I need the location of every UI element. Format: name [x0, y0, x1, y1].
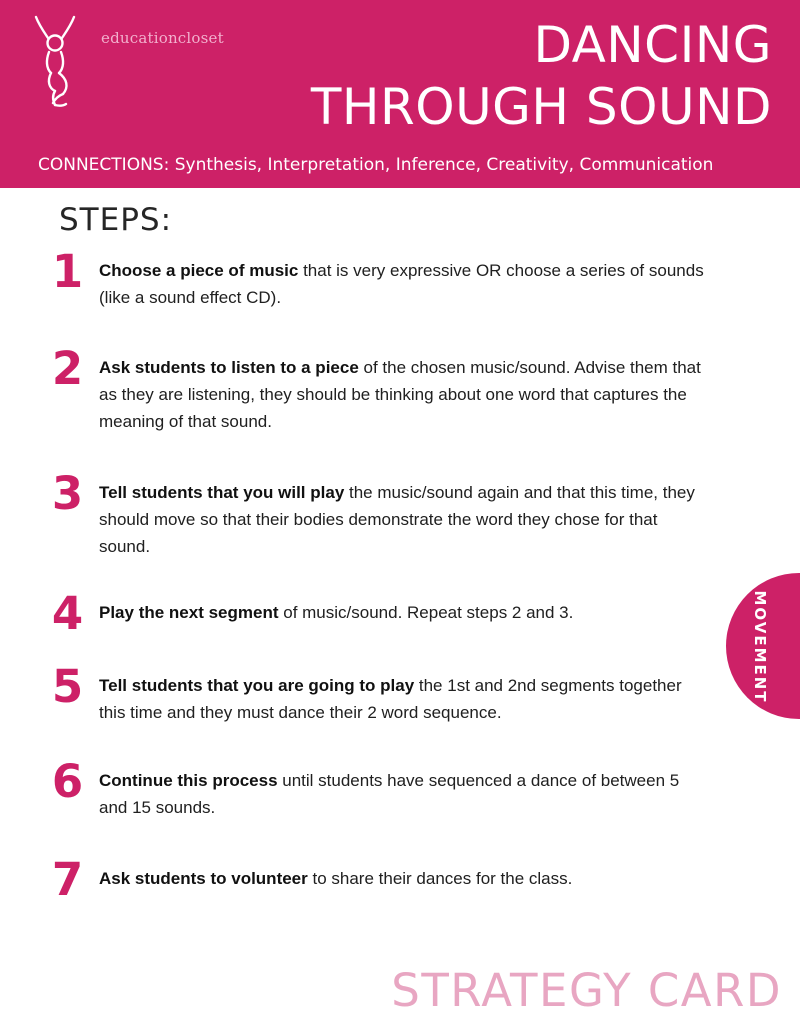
step-lead: Tell students that you will play	[99, 483, 345, 502]
step-lead: Choose a piece of music	[99, 261, 299, 280]
step-lead: Ask students to listen to a piece	[99, 358, 359, 377]
step-number: 7	[51, 853, 84, 906]
step-text	[99, 672, 709, 726]
strategy-card-label: STRATEGY CARD	[391, 964, 782, 1017]
step-rest: of music/sound. Repeat steps 2 and 3.	[278, 603, 574, 622]
step-text	[99, 599, 709, 626]
header-banner	[0, 0, 800, 188]
step-number: 3	[51, 467, 84, 520]
step-text	[99, 257, 709, 311]
step-rest: the 1st and 2nd segments together this time and they must dance their 2 word sequence.	[99, 676, 682, 722]
step-lead: Ask students to volunteer	[99, 869, 308, 888]
step-text	[99, 767, 709, 821]
step-rest: the music/sound again and that this time, they should move so that their bodies demonstrate the word they chose for that sound.	[99, 483, 695, 556]
step-number: 5	[51, 660, 84, 713]
page-title-line-1: DANCING	[533, 16, 772, 74]
step-rest: of the chosen music/sound. Advise them that as they are listening, they should be thinking about one word that captures the meaning of that sound.	[99, 358, 701, 431]
page-title-line-2: THROUGH SOUND	[310, 78, 772, 136]
step-lead: Tell students that you are going to play	[99, 676, 415, 695]
steps-heading: STEPS:	[59, 202, 173, 238]
dancer-icon	[26, 12, 84, 108]
step-lead: Play the next segment	[99, 603, 279, 622]
step-number: 4	[51, 587, 84, 640]
movement-side-tab-label: MOVEMENT	[751, 590, 769, 704]
step-rest: that is very expressive OR choose a series of sounds (like a sound effect CD).	[99, 261, 704, 307]
step-number: 2	[51, 342, 84, 395]
step-text	[99, 354, 709, 435]
step-number: 6	[51, 755, 84, 808]
step-rest: until students have sequenced a dance of between 5 and 15 sounds.	[99, 771, 680, 817]
step-lead: Continue this process	[99, 771, 278, 790]
step-rest: to share their dances for the class.	[307, 869, 573, 888]
step-number: 1	[51, 245, 84, 298]
step-text	[99, 479, 709, 560]
connections-line: CONNECTIONS: Synthesis, Interpretation, Inference, Creativity, Communication	[38, 155, 714, 175]
step-text	[99, 865, 709, 892]
brand-name: educationcloset	[101, 29, 224, 47]
